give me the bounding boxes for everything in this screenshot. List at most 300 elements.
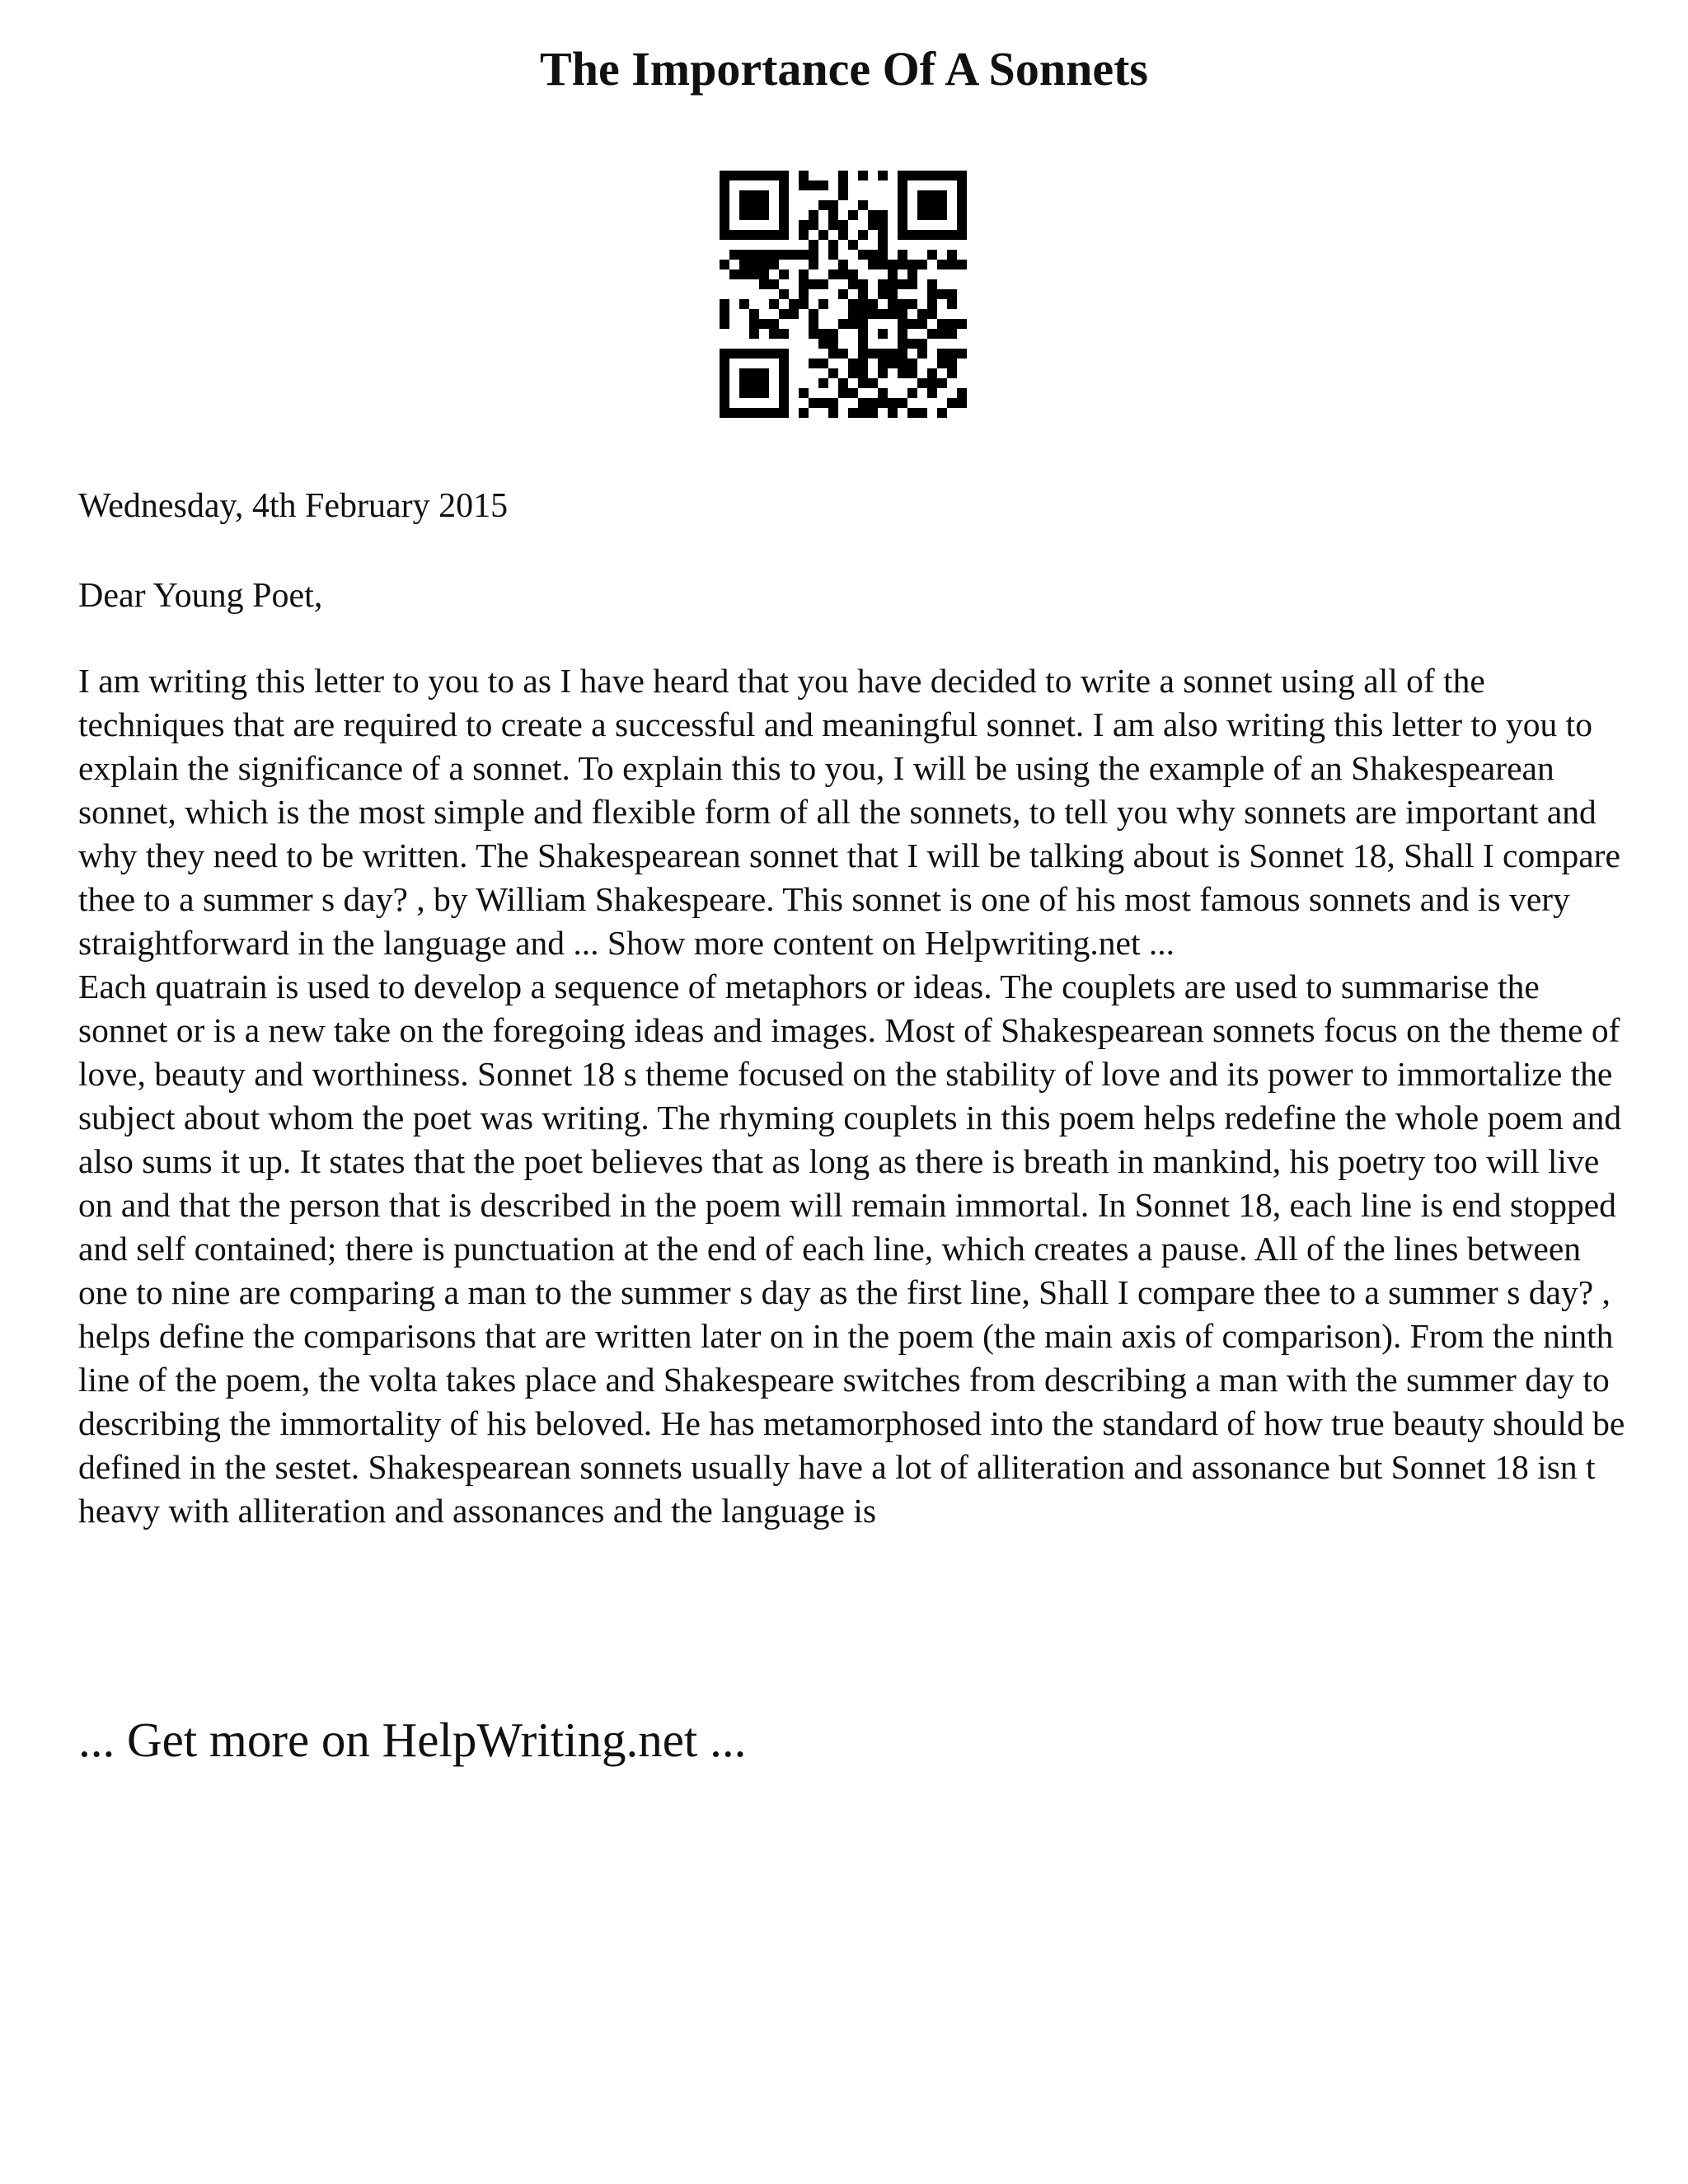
qr-module: [937, 230, 947, 240]
qr-module: [818, 299, 828, 309]
qr-module: [947, 250, 957, 260]
qr-code-graphic: [720, 171, 967, 418]
qr-module: [818, 398, 828, 408]
qr-module: [848, 240, 858, 250]
qr-module: [868, 220, 878, 230]
qr-module: [779, 398, 789, 408]
qr-module: [799, 269, 809, 279]
qr-module: [720, 398, 729, 408]
qr-module: [809, 279, 818, 289]
qr-module: [858, 368, 868, 378]
qr-module: [898, 309, 907, 319]
qr-module: [868, 398, 878, 408]
qr-module: [888, 279, 898, 289]
qr-module: [947, 260, 957, 269]
qr-module: [759, 378, 769, 388]
qr-module: [917, 200, 927, 210]
qr-module: [729, 408, 739, 418]
qr-module: [917, 378, 927, 388]
qr-module: [789, 299, 799, 309]
letter-body: [78, 659, 1628, 1533]
qr-module: [927, 289, 937, 299]
qr-module: [898, 260, 907, 269]
qr-module: [749, 329, 759, 339]
qr-module: [888, 398, 898, 408]
qr-module: [947, 299, 957, 309]
qr-module: [749, 250, 759, 260]
qr-module: [779, 230, 789, 240]
qr-module: [927, 329, 937, 339]
qr-module: [898, 299, 907, 309]
qr-module: [858, 349, 868, 359]
qr-module: [739, 171, 749, 180]
qr-module: [878, 388, 888, 398]
qr-module: [917, 230, 927, 240]
qr-module: [858, 329, 868, 339]
qr-module: [818, 200, 828, 210]
qr-module: [749, 200, 759, 210]
qr-module: [917, 260, 927, 269]
qr-module: [818, 329, 828, 339]
qr-module: [907, 359, 917, 368]
qr-module: [769, 408, 779, 418]
qr-module: [828, 269, 838, 279]
qr-module: [888, 299, 898, 309]
qr-module: [739, 388, 749, 398]
qr-module: [858, 359, 868, 368]
qr-module: [848, 299, 858, 309]
qr-module: [838, 319, 848, 329]
qr-module: [907, 408, 917, 418]
qr-module: [838, 230, 848, 240]
qr-module: [878, 210, 888, 220]
qr-module: [828, 349, 838, 359]
qr-module: [739, 200, 749, 210]
qr-module: [927, 210, 937, 220]
qr-module: [720, 349, 729, 359]
qr-module: [739, 269, 749, 279]
qr-module: [799, 180, 809, 190]
qr-module: [720, 299, 729, 309]
qr-module: [957, 190, 967, 200]
qr-module: [838, 171, 848, 180]
qr-module: [838, 269, 848, 279]
qr-module: [779, 220, 789, 230]
qr-module: [957, 171, 967, 180]
qr-module: [809, 180, 818, 190]
qr-module: [917, 309, 927, 319]
qr-module: [828, 220, 838, 230]
qr-module: [720, 190, 729, 200]
qr-module: [878, 368, 888, 378]
qr-module: [858, 319, 868, 329]
qr-module: [838, 378, 848, 388]
qr-module: [947, 398, 957, 408]
qr-module: [907, 299, 917, 309]
qr-module: [779, 378, 789, 388]
qr-module: [818, 378, 828, 388]
qr-module: [769, 250, 779, 260]
qr-module: [809, 220, 818, 230]
qr-module: [759, 349, 769, 359]
qr-module: [828, 210, 838, 220]
qr-module: [720, 309, 729, 319]
qr-module: [828, 250, 838, 260]
qr-module: [848, 319, 858, 329]
qr-module: [799, 289, 809, 299]
qr-module: [957, 398, 967, 408]
qr-module: [898, 190, 907, 200]
qr-module: [769, 171, 779, 180]
qr-module: [828, 398, 838, 408]
qr-module: [729, 171, 739, 180]
qr-module: [878, 359, 888, 368]
qr-module: [917, 210, 927, 220]
qr-module: [917, 349, 927, 359]
qr-code-icon: [720, 171, 967, 418]
qr-module: [947, 359, 957, 368]
qr-module: [799, 279, 809, 289]
qr-module: [828, 240, 838, 250]
qr-module: [838, 190, 848, 200]
qr-module: [878, 260, 888, 269]
qr-module: [858, 309, 868, 319]
qr-module: [720, 388, 729, 398]
qr-module: [927, 378, 937, 388]
get-more-link[interactable]: ... Get more on HelpWriting.net ...: [78, 1713, 747, 1767]
qr-module: [878, 309, 888, 319]
qr-module: [957, 230, 967, 240]
qr-module: [729, 349, 739, 359]
qr-module: [729, 230, 739, 240]
qr-module: [749, 408, 759, 418]
qr-module: [937, 359, 947, 368]
qr-module: [828, 368, 838, 378]
qr-module: [868, 349, 878, 359]
qr-module: [907, 368, 917, 378]
qr-module: [907, 269, 917, 279]
qr-module: [759, 230, 769, 240]
qr-module: [779, 269, 789, 279]
qr-module: [720, 378, 729, 388]
qr-module: [947, 329, 957, 339]
qr-module: [868, 210, 878, 220]
qr-module: [898, 349, 907, 359]
qr-module: [888, 349, 898, 359]
qr-module: [858, 200, 868, 210]
qr-module: [809, 250, 818, 260]
page-title: The Importance Of A Sonnets: [540, 42, 1148, 96]
qr-module: [888, 359, 898, 368]
qr-module: [898, 180, 907, 190]
qr-module: [878, 349, 888, 359]
qr-module: [878, 329, 888, 339]
qr-module: [907, 279, 917, 289]
qr-module: [818, 180, 828, 190]
qr-module: [848, 269, 858, 279]
qr-module: [779, 309, 789, 319]
qr-module: [720, 359, 729, 368]
qr-module: [799, 230, 809, 240]
qr-module: [779, 180, 789, 190]
qr-module: [848, 388, 858, 398]
qr-module: [917, 408, 927, 418]
qr-module: [898, 230, 907, 240]
body-paragraph-2: Each quatrain is used to develop a sequence of metaphors or ideas. The couplets are used to summarise the sonnet or is a new take on the foregoing ideas and images. Most of Shakespearean sonnets focus on the theme of love, beauty and worthiness. Sonnet 18 s theme focused on the stability of love and its power to immortalize the subject about whom the poet was writing. The rhyming couplets in this poem helps redefine the whole poem and also sums it up. It states that the poet believes that as long as there is breath in mankind, his poetry too will live on and that the person that is described in the poem will remain immortal. In Sonnet 18, each line is end stopped and self contained; there is punctuation at the end of each line, which creates a pause. All of the lines between one to nine are comparing a man to the summer s day as the first line, Shall I compare thee to a summer s day? , helps define the comparisons that are written later on in the poem (the main axis of comparison). From the ninth line of the poem, the volta takes place and Shakespeare switches from describing a man with the summer day to describing the immortality of his beloved. He has metamorphosed into the standard of how true beauty should be defined in the sestet. Shakespearean sonnets usually have a lot of alliteration and assonance but Sonnet 18 isn t heavy with alliteration and assonances and the language is: [78, 968, 1625, 1530]
qr-module: [937, 260, 947, 269]
qr-module: [937, 329, 947, 339]
qr-module: [858, 408, 868, 418]
qr-module: [799, 388, 809, 398]
qr-module: [828, 329, 838, 339]
qr-module: [868, 250, 878, 260]
qr-module: [838, 180, 848, 190]
qr-module: [739, 260, 749, 269]
qr-module: [937, 378, 947, 388]
qr-module: [957, 349, 967, 359]
qr-module: [828, 408, 838, 418]
qr-module: [720, 180, 729, 190]
qr-module: [739, 349, 749, 359]
qr-module: [927, 171, 937, 180]
qr-module: [917, 190, 927, 200]
qr-module: [759, 368, 769, 378]
qr-module: [769, 260, 779, 269]
qr-module: [779, 388, 789, 398]
qr-module: [878, 289, 888, 299]
qr-module: [779, 408, 789, 418]
qr-module: [878, 240, 888, 250]
qr-module: [779, 250, 789, 260]
qr-module: [749, 269, 759, 279]
qr-module: [888, 309, 898, 319]
qr-module: [799, 299, 809, 309]
qr-module: [749, 309, 759, 319]
qr-module: [759, 171, 769, 180]
qr-module: [868, 378, 878, 388]
qr-module: [927, 309, 937, 319]
qr-module: [809, 398, 818, 408]
qr-module: [818, 279, 828, 289]
qr-module: [749, 378, 759, 388]
qr-module: [739, 190, 749, 200]
qr-module: [779, 289, 789, 299]
qr-module: [957, 210, 967, 220]
qr-module: [759, 200, 769, 210]
qr-module: [739, 230, 749, 240]
qr-module: [828, 339, 838, 349]
qr-module: [809, 260, 818, 269]
qr-module: [739, 408, 749, 418]
qr-module: [769, 329, 779, 339]
qr-module: [769, 279, 779, 289]
qr-module: [809, 309, 818, 319]
qr-module: [720, 210, 729, 220]
qr-module: [759, 269, 769, 279]
qr-module: [789, 309, 799, 319]
qr-module: [809, 319, 818, 329]
qr-module: [838, 349, 848, 359]
qr-module: [907, 171, 917, 180]
qr-module: [858, 378, 868, 388]
qr-module: [937, 289, 947, 299]
qr-module: [878, 279, 888, 289]
qr-module: [720, 200, 729, 210]
qr-module: [947, 349, 957, 359]
qr-module: [947, 289, 957, 299]
qr-module: [749, 260, 759, 269]
qr-module: [868, 408, 878, 418]
qr-module: [838, 289, 848, 299]
qr-module: [809, 359, 818, 368]
qr-module: [838, 388, 848, 398]
qr-module: [907, 388, 917, 398]
qr-module: [720, 230, 729, 240]
qr-module: [789, 250, 799, 260]
qr-module: [739, 210, 749, 220]
qr-module: [878, 220, 888, 230]
qr-module: [898, 368, 907, 378]
qr-module: [927, 368, 937, 378]
qr-module: [799, 408, 809, 418]
qr-module: [838, 220, 848, 230]
qr-module: [720, 319, 729, 329]
qr-module: [749, 171, 759, 180]
qr-module: [749, 190, 759, 200]
qr-module: [739, 378, 749, 388]
qr-module: [729, 269, 739, 279]
qr-module: [898, 359, 907, 368]
qr-module: [888, 289, 898, 299]
qr-module: [720, 260, 729, 269]
qr-module: [818, 339, 828, 349]
qr-module: [917, 319, 927, 329]
qr-module: [769, 349, 779, 359]
qr-module: [858, 279, 868, 289]
qr-module: [898, 279, 907, 289]
qr-module: [898, 339, 907, 349]
qr-module: [720, 368, 729, 378]
qr-module: [848, 210, 858, 220]
qr-module: [729, 250, 739, 260]
qr-module: [858, 171, 868, 180]
qr-module: [720, 408, 729, 418]
qr-module: [898, 319, 907, 329]
qr-module: [878, 398, 888, 408]
qr-module: [799, 250, 809, 260]
qr-module: [739, 368, 749, 378]
qr-module: [927, 230, 937, 240]
qr-module: [957, 200, 967, 210]
qr-module: [907, 260, 917, 269]
qr-module: [937, 349, 947, 359]
qr-module: [937, 200, 947, 210]
qr-module: [720, 220, 729, 230]
qr-module: [957, 180, 967, 190]
qr-module: [927, 299, 937, 309]
qr-module: [957, 319, 967, 329]
qr-module: [957, 260, 967, 269]
qr-module: [818, 359, 828, 368]
qr-module: [898, 329, 907, 339]
qr-module: [779, 200, 789, 210]
qr-module: [759, 190, 769, 200]
qr-module: [749, 388, 759, 398]
qr-module: [858, 230, 868, 240]
qr-module: [779, 359, 789, 368]
qr-module: [927, 190, 937, 200]
letter-greeting: Dear Young Poet,: [78, 577, 323, 615]
qr-module: [898, 220, 907, 230]
qr-module: [769, 319, 779, 329]
qr-module: [739, 299, 749, 309]
qr-module: [858, 398, 868, 408]
qr-module: [937, 190, 947, 200]
letter-date: Wednesday, 4th February 2015: [78, 487, 509, 525]
qr-module: [937, 210, 947, 220]
qr-module: [868, 260, 878, 269]
qr-module: [937, 319, 947, 329]
qr-module: [749, 349, 759, 359]
qr-module: [749, 230, 759, 240]
qr-module: [888, 260, 898, 269]
qr-module: [809, 210, 818, 220]
qr-module: [848, 359, 858, 368]
qr-module: [779, 210, 789, 220]
qr-module: [779, 349, 789, 359]
qr-module: [848, 368, 858, 378]
qr-module: [779, 171, 789, 180]
qr-module: [898, 200, 907, 210]
qr-module: [858, 299, 868, 309]
qr-module: [848, 408, 858, 418]
qr-module: [759, 250, 769, 260]
qr-module: [858, 250, 868, 260]
qr-module: [848, 279, 858, 289]
qr-module: [898, 171, 907, 180]
body-paragraph-1: I am writing this letter to you to as I have heard that you have decided to write a sonnet using all of the techniques that are required to create a successful and meaningful sonnet. I am also writing this letter to you to explain the significance of a sonnet. To explain this to you, I will be using the example of an Shakespearean sonnet, which is the most simple and flexible form of all the sonnets, to tell you why sonnets are important and why they need to be written. The Shakespearean sonnet that I will be talking about is Sonnet 18, Shall I compare thee to a summer s day? , by William Shakespeare. This sonnet is one of his most famous sonnets and is very straightforward in the language and ... Show more content on Helpwriting.net ...: [78, 662, 1620, 962]
qr-module: [947, 230, 957, 240]
qr-module: [818, 230, 828, 240]
qr-module: [927, 200, 937, 210]
qr-module: [957, 220, 967, 230]
qr-module: [917, 171, 927, 180]
qr-module: [898, 398, 907, 408]
qr-module: [848, 309, 858, 319]
qr-module: [779, 190, 789, 200]
qr-module: [759, 210, 769, 220]
qr-module: [878, 250, 888, 260]
qr-module: [779, 368, 789, 378]
qr-module: [898, 250, 907, 260]
qr-module: [957, 388, 967, 398]
qr-module: [769, 299, 779, 309]
qr-module: [749, 319, 759, 329]
qr-module: [868, 299, 878, 309]
qr-module: [927, 279, 937, 289]
qr-module: [759, 388, 769, 398]
qr-module: [720, 171, 729, 180]
qr-module: [937, 171, 947, 180]
qr-module: [749, 368, 759, 378]
qr-module: [779, 329, 789, 339]
qr-module: [917, 339, 927, 349]
qr-module: [769, 230, 779, 240]
qr-module: [799, 220, 809, 230]
qr-module: [759, 408, 769, 418]
qr-module: [828, 200, 838, 210]
qr-module: [927, 250, 937, 260]
